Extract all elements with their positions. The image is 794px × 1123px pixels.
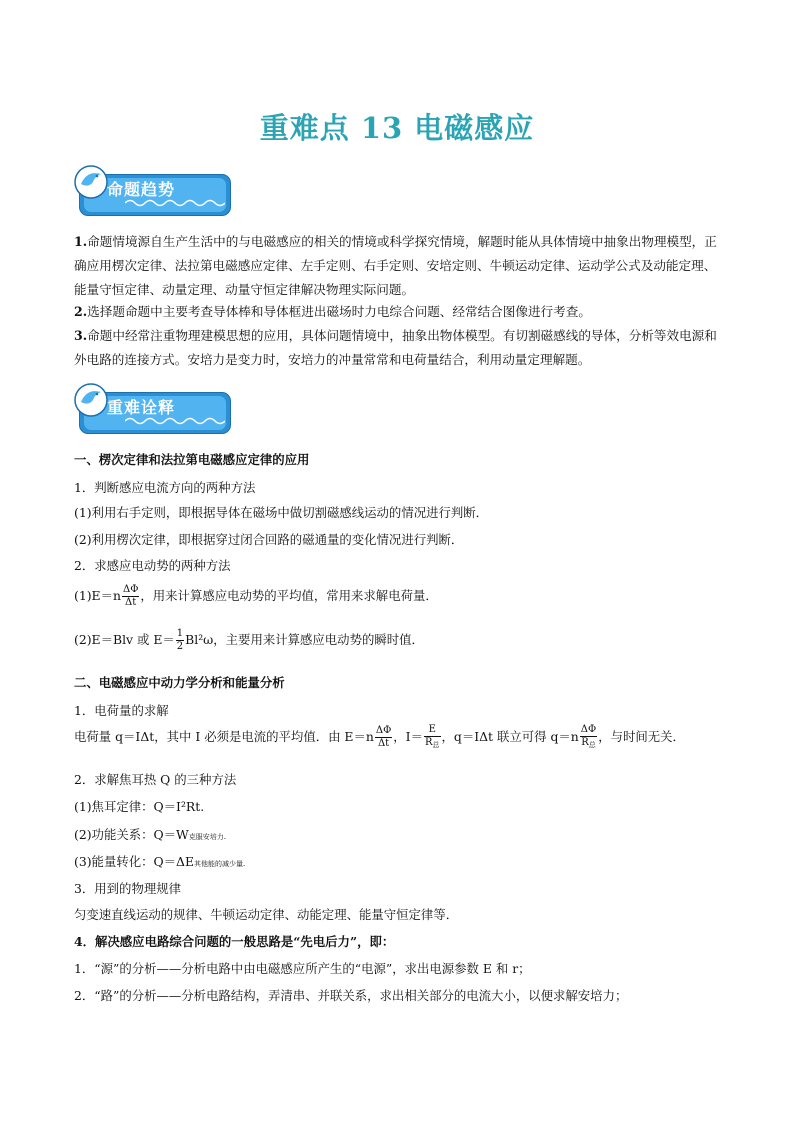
list-item: 1．“源”的分析——分析电路中由电磁感应所产生的“电源”，求出电源参数 E 和 r； (74, 961, 531, 976)
formula-line: (1)E＝n $\frac{\Delta\Phi}{\Delta t}$ ，用来计算感应电动势的平均值，常用来求解电荷量． (74, 584, 438, 608)
wave-icon (125, 198, 225, 208)
section-banner-key-points (79, 386, 231, 432)
list-item: (2)功能关系：Q＝W克服安培力. (74, 827, 227, 842)
subheading: 3．用到的物理规律 (74, 881, 182, 896)
formula-line: (2)E＝Blv 或 E＝ $\frac{1}{2}$ Bl²ω，主要用来计算感应电动势的瞬时值． (74, 628, 424, 652)
subheading: 1．电荷量的求解 (74, 703, 169, 718)
trend-paragraph-2: 2.选择题命题中主要考查导体棒和导体框进出磁场时力电综合问题、经常结合图像进行考查。 (74, 304, 591, 319)
section-heading: 一、楞次定律和法拉第电磁感应定律的应用 (74, 452, 310, 467)
formula-line: 电荷量 q＝IΔt，其中 I 必须是电流的平均值．由 E＝n $\frac{\Delta\Phi}{\Delta t}$ ，I＝ $\frac{E}{R_总}$ ，q＝IΔt 联立可得 q＝n $\frac{\Delta\Phi}{R_总}$ ，与时间无关． (74, 724, 685, 749)
subheading: 4．解决感应电路综合问题的一般思路是“先电后力”，即： (74, 934, 395, 949)
list-item: (3)能量转化：Q＝ΔE其他能的减少量. (74, 854, 246, 869)
paragraph: 匀变速直线运动的规律、牛顿运动定律、动能定理、能量守恒定律等． (74, 907, 459, 922)
list-item: (1)利用右手定则，即根据导体在磁场中做切割磁感线运动的情况进行判断． (74, 505, 489, 520)
banner-label: 重难诠释 (107, 398, 176, 417)
list-item: (1)焦耳定律：Q＝I²Rt. (74, 799, 205, 814)
page-title: 重难点 13 电磁感应 (259, 111, 535, 145)
section-banner-trend (79, 168, 231, 214)
subheading: 2．求感应电动势的两种方法 (74, 558, 231, 573)
list-item: (2)利用楞次定律，即根据穿过闭合回路的磁通量的变化情况进行判断． (74, 532, 464, 547)
wave-icon (125, 416, 225, 426)
trend-paragraph-1: 1.命题情境源自生产生活中的与电磁感应的相关的情境或科学探究情境，解题时能从具体情境中抽象出物理模型，正确应用楞次定律、法拉第电磁感应定律、左手定则、右手定则、安培定则、牛顿运动定律、运动学公式及动能定理、能量守恒定律、动量定理、动量守恒定律解决物理实际问题。 (74, 234, 717, 297)
trend-paragraph-3: 3.命题中经常注重物理建模思想的应用，具体问题情境中，抽象出物体模型。有切割磁感线的导体，分析等效电源和外电路的连接方式。安培力是变力时，安培力的冲量常常和电荷量结合，利用动量定理解题。 (74, 328, 717, 367)
list-item: 2．“路”的分析——分析电路结构，弄清串、并联关系，求出相关部分的电流大小，以便求解安培力； (74, 988, 628, 1003)
subheading: 2．求解焦耳热 Q 的三种方法 (74, 772, 237, 787)
subheading: 1．判断感应电流方向的两种方法 (74, 480, 256, 495)
banner-label: 命题趋势 (107, 180, 176, 199)
section-heading: 二、电磁感应中动力学分析和能量分析 (74, 675, 285, 690)
